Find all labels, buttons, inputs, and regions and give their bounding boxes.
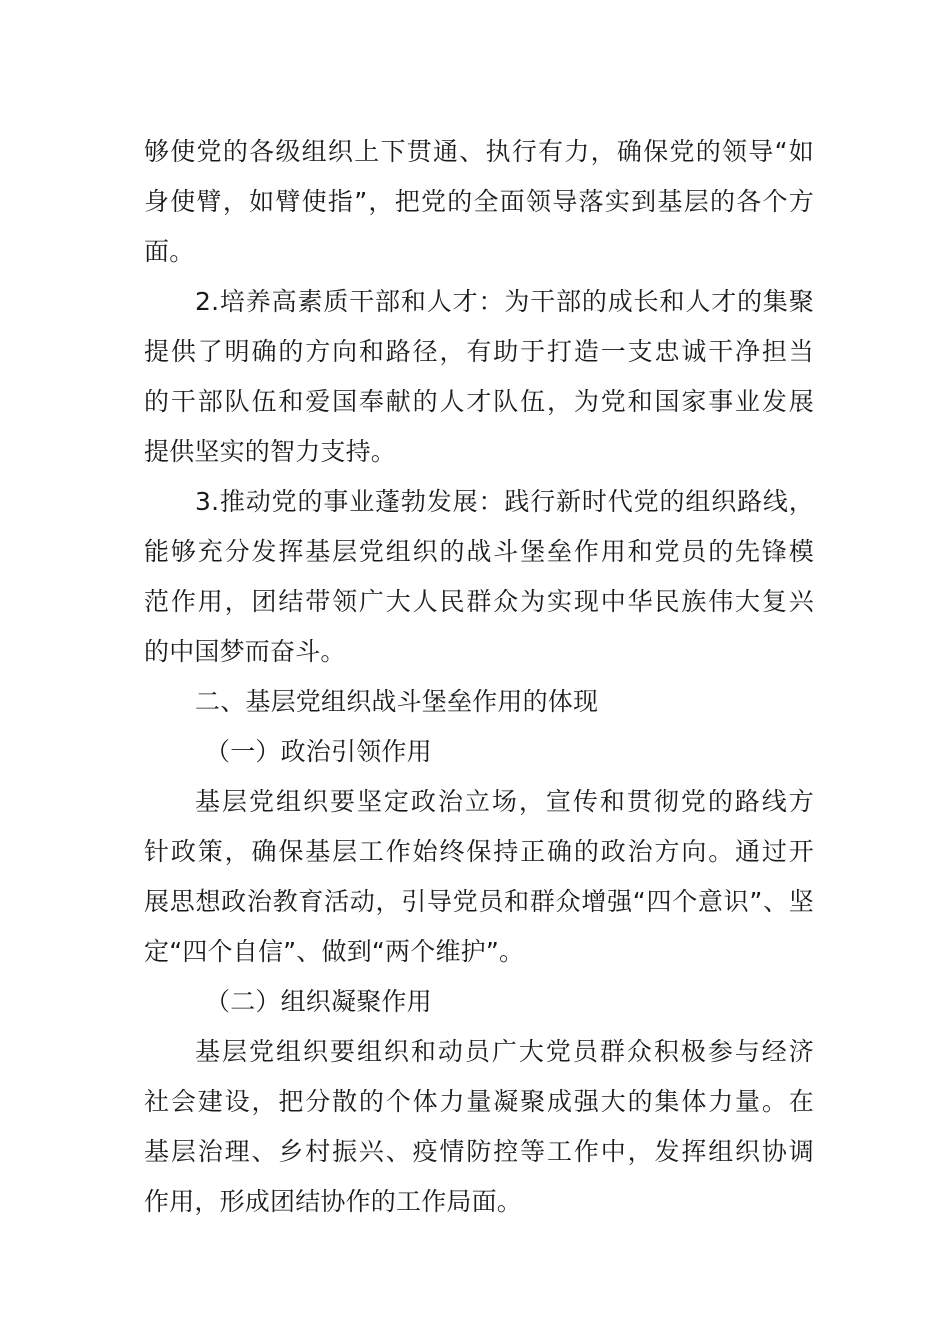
paragraph-4-line-3: 展思想政治教育活动，引导党员和群众增强“四个意识”、坚 — [144, 887, 814, 916]
paragraph-4-line-1: 基层党组织要坚定政治立场，宣传和贯彻党的路线方 — [195, 787, 814, 816]
paragraph-2-line-1: 2.培养高素质干部和人才：为干部的成长和人才的集聚 — [195, 287, 814, 316]
paragraph-5-line-4: 作用，形成团结协作的工作局面。 — [144, 1187, 523, 1216]
paragraph-1-line-2: 身使臂，如臂使指”，把党的全面领导落实到基层的各个方 — [144, 187, 814, 216]
subsection-heading-2: （二）组织凝聚作用 — [205, 987, 432, 1016]
paragraph-3-line-3: 范作用，团结带领广大人民群众为实现中华民族伟大复兴 — [144, 587, 814, 616]
paragraph-2-line-2: 提供了明确的方向和路径，有助于打造一支忠诚干净担当 — [144, 337, 814, 366]
paragraph-1-line-1: 够使党的各级组织上下贯通、执行有力，确保党的领导“如 — [144, 137, 814, 166]
paragraph-5-line-1: 基层党组织要组织和动员广大党员群众积极参与经济 — [195, 1037, 814, 1066]
paragraph-3-line-4: 的中国梦而奋斗。 — [144, 637, 346, 666]
paragraph-1-line-3: 面。 — [144, 237, 195, 266]
paragraph-5-line-2: 社会建设，把分散的个体力量凝聚成强大的集体力量。在 — [144, 1087, 814, 1116]
paragraph-3-line-2: 能够充分发挥基层党组织的战斗堡垒作用和党员的先锋模 — [144, 537, 814, 566]
paragraph-2-line-3: 的干部队伍和爱国奉献的人才队伍，为党和国家事业发展 — [144, 387, 814, 416]
section-heading-2: 二、基层党组织战斗堡垒作用的体现 — [195, 687, 599, 716]
subsection-heading-1: （一）政治引领作用 — [205, 737, 432, 766]
paragraph-3-line-1: 3.推动党的事业蓬勃发展：践行新时代党的组织路线， — [195, 487, 814, 516]
paragraph-4-line-2: 针政策，确保基层工作始终保持正确的政治方向。通过开 — [144, 837, 814, 866]
paragraph-4-line-4: 定“四个自信”、做到“两个维护”。 — [144, 937, 525, 966]
paragraph-5-line-3: 基层治理、乡村振兴、疫情防控等工作中，发挥组织协调 — [144, 1137, 814, 1166]
paragraph-2-line-4: 提供坚实的智力支持。 — [144, 437, 397, 466]
